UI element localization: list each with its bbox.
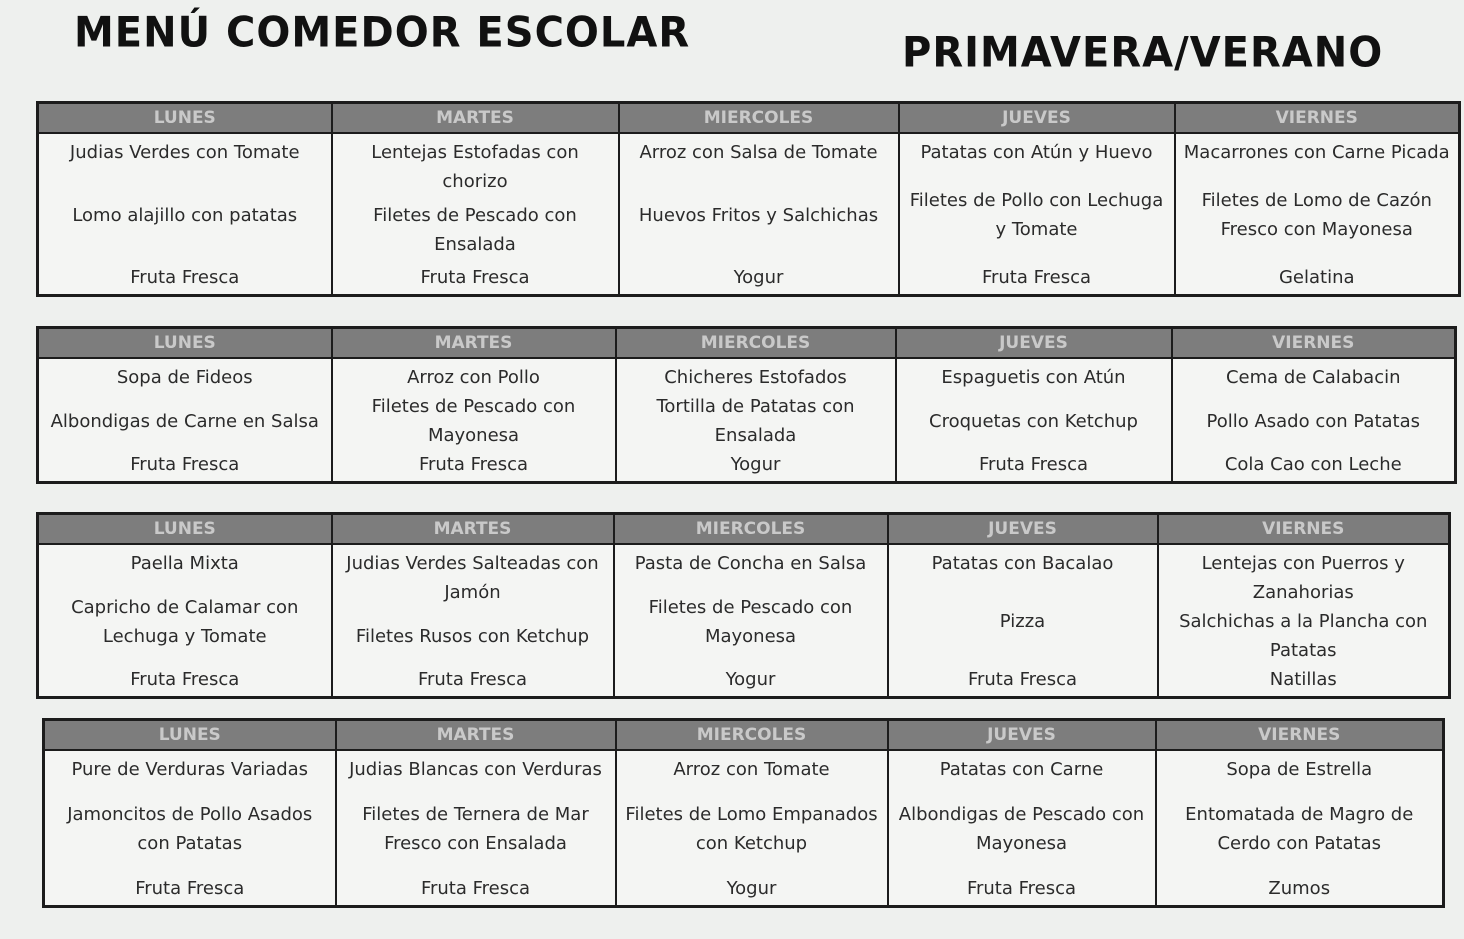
- second-course: Albondigas de Pescado con Mayonesa: [898, 804, 1145, 854]
- week-1-table: [36, 101, 1461, 297]
- menu-title: MENÚ COMEDOR ESCOLAR: [74, 8, 691, 58]
- second-course: Filetes de Lomo de Cazón Fresco con Mayonesa: [1201, 190, 1432, 240]
- week-4-table: [42, 718, 1445, 908]
- day-header-viernes: VIERNES: [1172, 328, 1456, 359]
- second-course: Pizza: [999, 611, 1046, 632]
- menu-cell-viernes: [1158, 544, 1450, 698]
- dessert: Fruta Fresca: [966, 878, 1077, 899]
- menu-cell-martes: [332, 358, 616, 483]
- first-course: Macarrones con Carne Picada: [1183, 142, 1450, 163]
- day-header-miercoles: MIERCOLES: [614, 514, 888, 545]
- second-course: Filetes Rusos con Ketchup: [355, 625, 590, 647]
- dessert: Fruta Fresca: [130, 454, 240, 475]
- menu-cell-lunes: [38, 544, 332, 698]
- dessert: Zumos: [1268, 878, 1331, 899]
- first-course: Judias Blancas con Verduras: [349, 759, 602, 780]
- dessert: Yogur: [726, 878, 777, 899]
- menu-cell-lunes: [38, 358, 332, 483]
- week-2-table: [36, 326, 1457, 484]
- dessert: Natillas: [1269, 669, 1337, 690]
- second-course: Filetes de Pescado con Mayonesa: [648, 596, 853, 647]
- menu-cell-martes: [336, 750, 616, 907]
- first-course: Chicheres Estofados: [664, 367, 847, 388]
- season-title: PRIMAVERA/VERANO: [902, 28, 1384, 78]
- second-course: Filetes de Ternera de Mar Fresco con Ensalada: [362, 804, 589, 854]
- first-course: Patatas con Carne: [939, 759, 1104, 780]
- menu-cell-miercoles: [616, 750, 888, 907]
- first-course: Arroz con Tomate: [673, 759, 830, 780]
- first-course: Lentejas con Puerros y Zanahorias: [1201, 553, 1405, 603]
- second-course: Huevos Fritos y Salchichas: [638, 204, 879, 226]
- dessert: Fruta Fresca: [130, 267, 240, 288]
- second-course: Albondigas de Carne en Salsa: [50, 410, 319, 432]
- day-header-lunes: LUNES: [38, 514, 332, 545]
- second-course: Filetes de Lomo Empanados con Ketchup: [625, 804, 878, 854]
- day-header-jueves: JUEVES: [888, 514, 1158, 545]
- day-header-jueves: JUEVES: [899, 103, 1175, 134]
- menu-cell-miercoles: [614, 544, 888, 698]
- second-course: Entomatada de Magro de Cerdo con Patatas: [1185, 804, 1414, 854]
- day-header-martes: MARTES: [332, 514, 614, 545]
- menu-cell-jueves: [899, 133, 1175, 296]
- second-course: Croquetas con Ketchup: [929, 410, 1138, 432]
- first-course: Patatas con Atún y Huevo: [920, 142, 1153, 163]
- dessert: Fruta Fresca: [967, 669, 1078, 690]
- day-header-jueves: JUEVES: [896, 328, 1172, 359]
- first-course: Arroz con Salsa de Tomate: [639, 142, 878, 163]
- menu-cell-miercoles: [619, 133, 899, 296]
- second-course: Salchichas a la Plancha con Patatas: [1179, 611, 1428, 661]
- day-header-viernes: VIERNES: [1156, 720, 1444, 751]
- day-header-viernes: VIERNES: [1158, 514, 1450, 545]
- day-header-lunes: LUNES: [38, 328, 332, 359]
- week-row: [38, 544, 1450, 698]
- dessert: Fruta Fresca: [978, 454, 1089, 475]
- day-header-jueves: JUEVES: [888, 720, 1156, 751]
- menu-cell-jueves: [888, 544, 1158, 698]
- day-header-viernes: VIERNES: [1175, 103, 1460, 134]
- dessert: Fruta Fresca: [417, 669, 528, 690]
- second-course: Lomo alajillo con patatas: [72, 204, 298, 226]
- day-header-martes: MARTES: [336, 720, 616, 751]
- first-course: Sopa de Fideos: [116, 367, 253, 388]
- menu-cell-viernes: [1156, 750, 1444, 907]
- menu-cell-viernes: [1172, 358, 1456, 483]
- menu-cell-jueves: [888, 750, 1156, 907]
- dessert: Fruta Fresca: [420, 267, 530, 288]
- second-course: Jamoncitos de Pollo Asados con Patatas: [67, 804, 313, 854]
- first-course: Pure de Verduras Variadas: [71, 759, 309, 780]
- menu-cell-martes: [332, 133, 619, 296]
- week-row: [38, 133, 1460, 296]
- first-course: Patatas con Bacalao: [931, 553, 1114, 574]
- menu-cell-martes: [332, 544, 614, 698]
- week-3-table: [36, 512, 1451, 699]
- dessert: Yogur: [733, 267, 784, 288]
- dessert: Cola Cao con Leche: [1224, 454, 1402, 475]
- first-course: Pasta de Concha en Salsa: [634, 553, 867, 574]
- day-header-martes: MARTES: [332, 328, 616, 359]
- second-course: Capricho de Calamar con Lechuga y Tomate: [71, 596, 299, 647]
- week-row: [38, 358, 1456, 483]
- first-course: Judias Verdes Salteadas con Jamón: [346, 553, 599, 603]
- menu-cell-jueves: [896, 358, 1172, 483]
- dessert: Yogur: [725, 669, 776, 690]
- menu-cell-lunes: [38, 133, 332, 296]
- week-row: [44, 750, 1444, 907]
- day-header-lunes: LUNES: [38, 103, 332, 134]
- day-header-lunes: LUNES: [44, 720, 336, 751]
- dessert: Gelatina: [1278, 267, 1355, 288]
- first-course: Paella Mixta: [130, 553, 239, 574]
- dessert: Yogur: [730, 454, 781, 475]
- dessert: Fruta Fresca: [981, 267, 1092, 288]
- menu-cell-viernes: [1175, 133, 1460, 296]
- dessert: Fruta Fresca: [420, 878, 531, 899]
- first-course: Cema de Calabacin: [1225, 367, 1401, 388]
- menu-cell-lunes: [44, 750, 336, 907]
- dessert: Fruta Fresca: [130, 669, 240, 690]
- first-course: Lentejas Estofadas con chorizo: [371, 142, 579, 192]
- first-course: Judias Verdes con Tomate: [69, 142, 300, 163]
- second-course: Pollo Asado con Patatas: [1206, 410, 1420, 432]
- day-header-miercoles: MIERCOLES: [616, 720, 888, 751]
- day-header-martes: MARTES: [332, 103, 619, 134]
- day-header-miercoles: MIERCOLES: [616, 328, 896, 359]
- second-course: Tortilla de Patatas con Ensalada: [656, 396, 855, 446]
- second-course: Filetes de Pollo con Lechuga y Tomate: [909, 190, 1164, 240]
- dessert: Fruta Fresca: [135, 878, 245, 899]
- first-course: Sopa de Estrella: [1226, 759, 1373, 780]
- day-header-miercoles: MIERCOLES: [619, 103, 899, 134]
- dessert: Fruta Fresca: [418, 454, 529, 475]
- first-course: Arroz con Pollo: [407, 367, 540, 388]
- menu-cell-miercoles: [616, 358, 896, 483]
- second-course: Filetes de Pescado con Ensalada: [373, 204, 577, 255]
- second-course: Filetes de Pescado con Mayonesa: [371, 396, 576, 446]
- first-course: Espaguetis con Atún: [941, 367, 1126, 388]
